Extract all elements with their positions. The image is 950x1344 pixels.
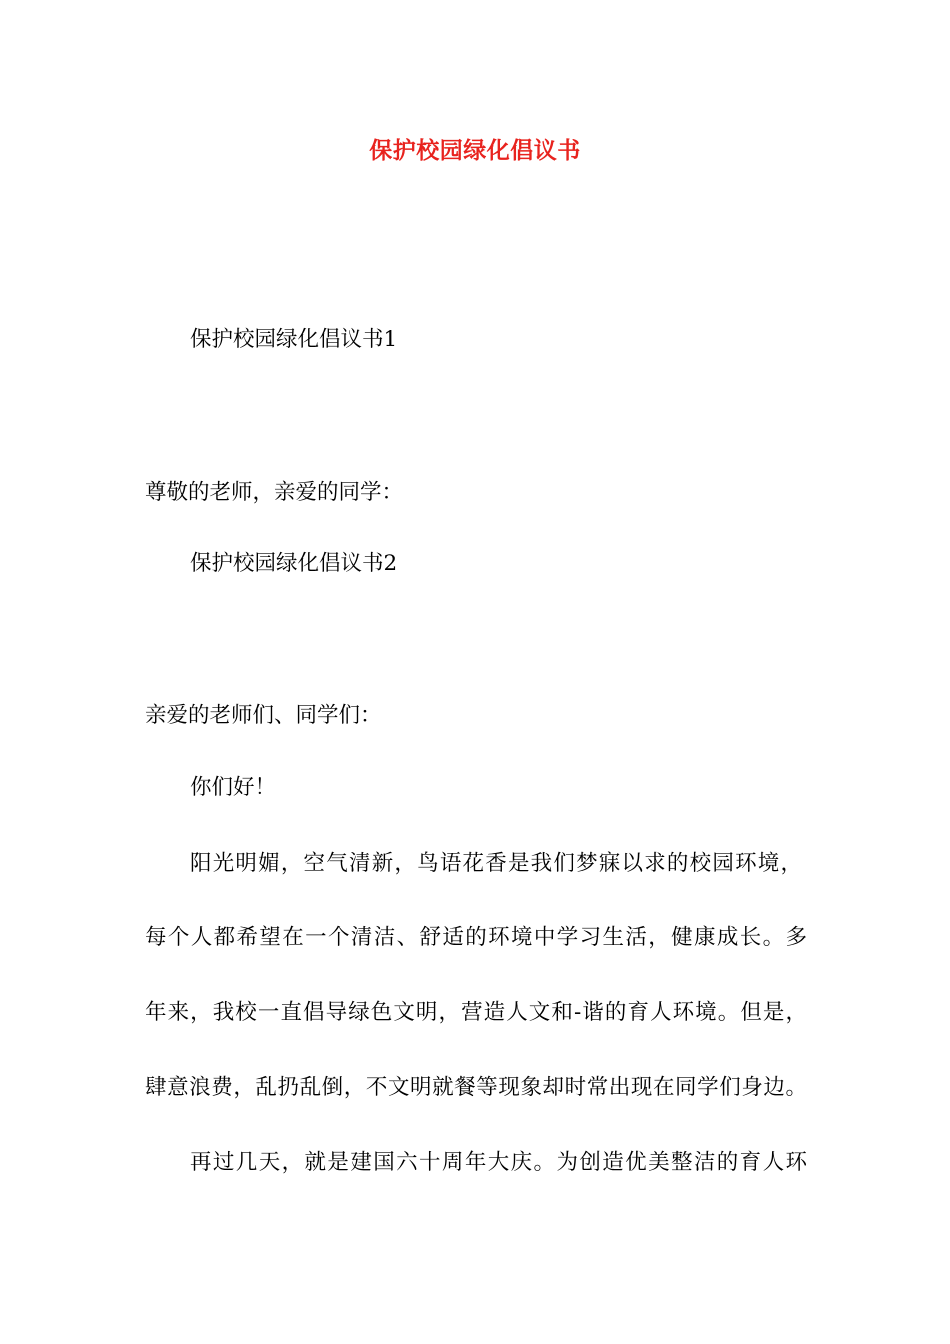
salutation: 你们好！ [190,775,277,800]
document-title: 保护校园绿化倡议书 [369,137,581,164]
section-heading-1: 保护校园绿化倡议书1 [190,327,398,352]
paragraph-1-line-2: 每个人都希望在一个清洁、舒适的环境中学习生活，健康成长。多 [145,925,807,950]
greeting-1: 尊敬的老师，亲爱的同学： [145,480,404,505]
greeting-2: 亲爱的老师们、同学们： [145,703,382,728]
paragraph-1-line-3: 年来，我校一直倡导绿色文明，营造人文和-谐的育人环境。但是， [145,1000,807,1025]
section-heading-2: 保护校园绿化倡议书2 [190,551,398,576]
paragraph-1-line-4: 肆意浪费，乱扔乱倒，不文明就餐等现象却时常出现在同学们身边。 [145,1075,807,1100]
paragraph-1-line-1: 阳光明媚，空气清新，鸟语花香是我们梦寐以求的校园环境， [190,851,802,876]
paragraph-2-line-1: 再过几天，就是建国六十周年大庆。为创造优美整洁的育人环 [190,1150,807,1175]
